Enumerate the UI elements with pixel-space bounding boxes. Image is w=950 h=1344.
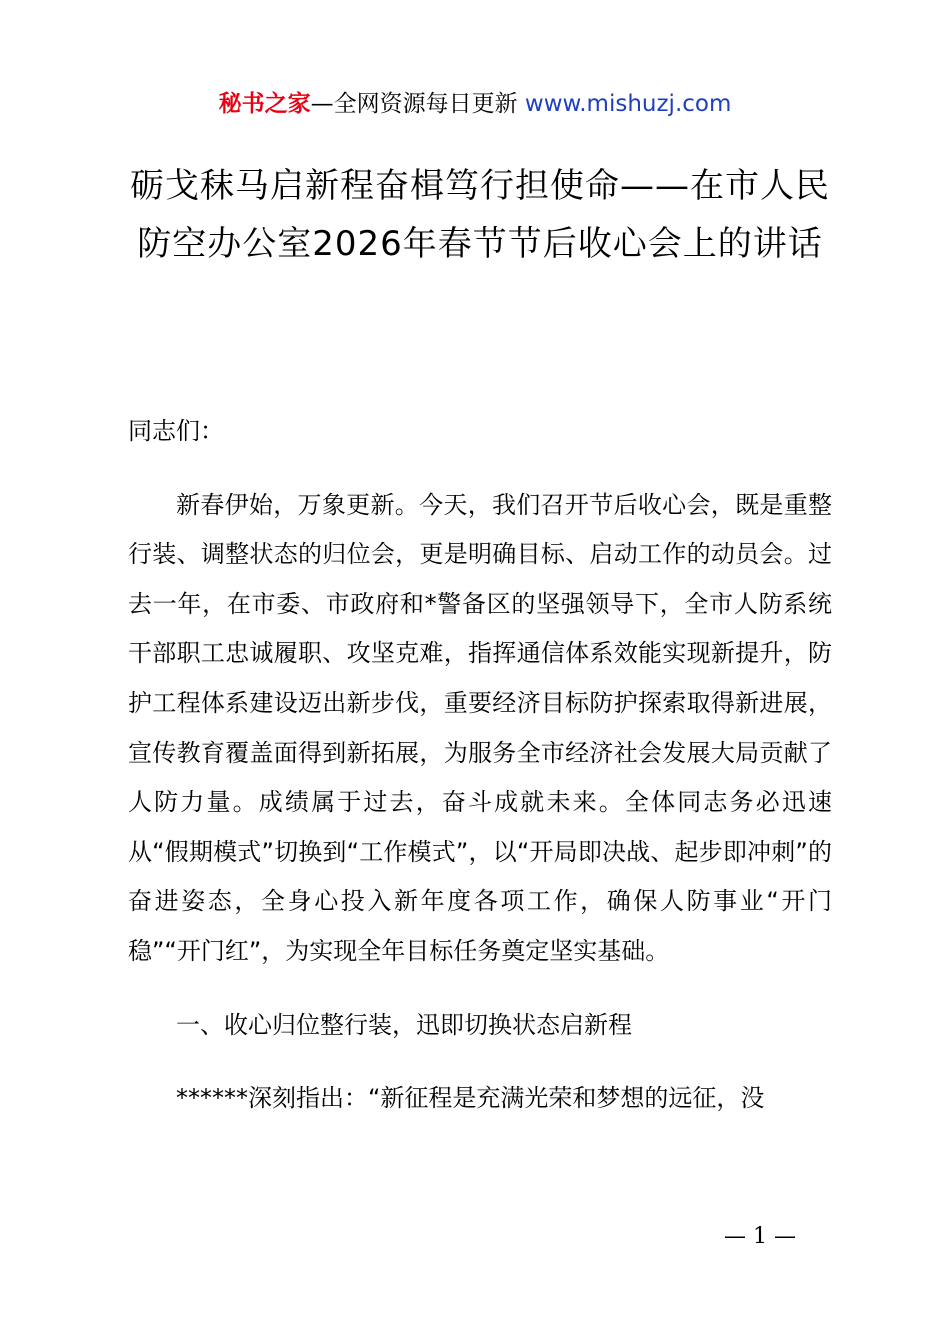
- section-heading: 一、收心归位整行装，迅即切换状态启新程: [176, 1010, 632, 1039]
- salutation: 同志们：: [128, 417, 224, 445]
- document-title: 砺戈秣马启新程奋楫笃行担使命——在市人民防空办公室2026年春节节后收心会上的讲话: [130, 166, 830, 264]
- site-brand: 秘书之家: [218, 91, 311, 117]
- site-url-link[interactable]: www.mishuzj.com: [524, 91, 732, 117]
- document-body: [128, 407, 832, 1124]
- body-paragraph: 新春伊始，万象更新。今天，我们召开节后收心会，既是重整行装、调整状态的归位会，更是明确目标、启动工作的动员会。过去一年，在市委、市政府和*警备区的坚强领导下，全市人防系统干部职工忠诚履职、攻坚克难，指挥通信体系效能实现新提升，防护工程体系建设迈出新步伐，重要经济目标防护探索取得新进展，宣传教育覆盖面得到新拓展，为服务全市经济社会发展大局贡献了人防力量。成绩属于过去，奋斗成就未来。全体同志务必迅速从“假期模式”切换到“工作模式”，以“开局即决战、起步即冲刺”的奋进姿态，全身心投入新年度各项工作，确保人防事业“开门稳”“开门红”，为实现全年目标任务奠定坚实基础。: [128, 490, 832, 965]
- site-tagline: —全网资源每日更新: [310, 91, 525, 117]
- body-paragraph-continued: ******深刻指出：“新征程是充满光荣和梦想的远征，没: [176, 1084, 765, 1113]
- site-header: [0, 87, 950, 121]
- page-number: — 1 —: [724, 1224, 796, 1249]
